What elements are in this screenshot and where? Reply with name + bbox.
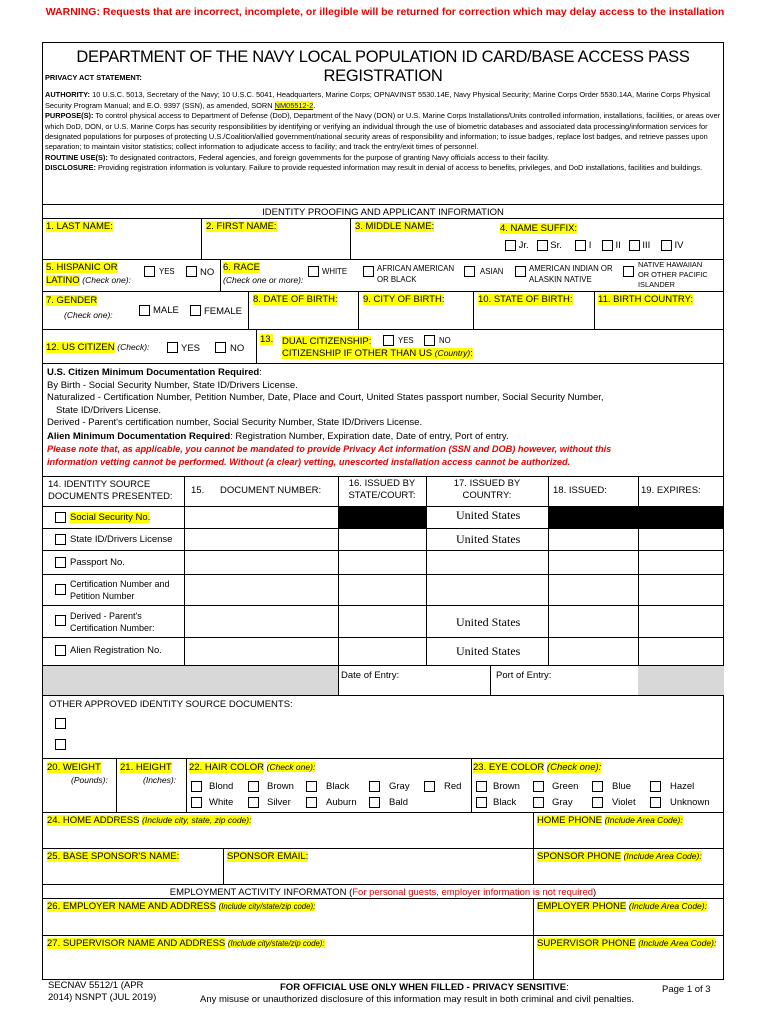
warning-banner: WARNING: Requests that are incorrect, incomplete, or illegible will be returned for correction which may delay access to the installation <box>45 6 725 18</box>
hair-red-checkbox[interactable] <box>424 781 435 792</box>
first-name-label: 2. FIRST NAME: <box>206 221 277 232</box>
hispanic-yes-checkbox[interactable] <box>144 266 155 277</box>
dual-citizenship-label: DUAL CITIZENSHIP: <box>282 336 372 347</box>
doc-row-state-id: State ID/Drivers License United States <box>43 528 723 550</box>
last-name-label: 1. LAST NAME: <box>46 221 113 232</box>
other-citizenship-label: CITIZENSHIP IF OTHER THAN US (Country): <box>282 348 473 359</box>
hair-silver-checkbox[interactable] <box>248 797 259 808</box>
identity-header-row <box>43 204 723 218</box>
suffix-jr-checkbox[interactable] <box>505 240 516 251</box>
documentation-requirements: U.S. Citizen Minimum Documentation Required: By Birth - Social Security Number, State ID/Drivers License. Naturalized - Certification Number, Petition Number, Date, Place and Court, United States passport number, Social Security Number, State ID/Drivers License. Derived - Parent's certification number, Social Security Number, State ID/Drivers License. Alien Minimum Documentation Required: Registration Number, Expiration date, Date of entry, Port of entry. Please note that, as applicable, you cannot be mandated to provide Privacy Act information (SSN and DOB) however, without this information vetting cannot be performed. Without (a clear) vetting, unescorted installation access cannot be authorized. <box>43 363 723 476</box>
other-doc-1-checkbox[interactable] <box>55 718 66 729</box>
us-citizen-yes-checkbox[interactable] <box>167 342 178 353</box>
hair-blond-checkbox[interactable] <box>191 781 202 792</box>
registration-form <box>42 42 724 980</box>
footer: SECNAV 5512/1 (APR 2014) NSNPT (JUL 2019) FOR OFFICIAL USE ONLY WHEN FILLED - PRIVACY SENSITIVE: Any misuse or unauthorized disclosure of this information may result in both criminal and civil penalties. Page 1 of 3 <box>48 980 711 1005</box>
eye-green-checkbox[interactable] <box>533 781 544 792</box>
doc-row-alien: Alien Registration No. United States <box>43 637 723 665</box>
hair-black-checkbox[interactable] <box>306 781 317 792</box>
race-native-hawaiian-checkbox[interactable] <box>623 266 634 277</box>
eye-black-checkbox[interactable] <box>476 797 487 808</box>
sorn-link[interactable]: NM05512-2 <box>274 100 314 110</box>
passport-checkbox[interactable] <box>55 557 66 568</box>
ethnicity-race-row: 5. HISPANIC OR LATINO (Check one): YES NO 6. RACE (Check one or more): WHITE AFRICAN AMERICAN OR BLACK ASIAN AMERICAN INDIAN OR ALASKIN NATIVE NATIVE HAWAIIAN OR OTHER PACIFIC ISLANDER <box>43 259 723 291</box>
state-id-checkbox[interactable] <box>55 534 66 545</box>
ssn-checkbox[interactable] <box>55 512 66 523</box>
gender-birth-row: 7. GENDER (Check one): MALE FEMALE 8. DATE OF BIRTH: 9. CITY OF BIRTH: 10. STATE OF BIRTH: 11. BIRTH COUNTRY: <box>43 291 723 329</box>
doc-row-certification: Certification Number and Petition Number <box>43 574 723 605</box>
supervisor-row: 27. SUPERVISOR NAME AND ADDRESS (Include city/state/zip code): SUPERVISOR PHONE (Include Area Code): <box>43 935 723 980</box>
dual-citizenship-no-checkbox[interactable] <box>424 335 435 346</box>
doc-row-passport: Passport No. <box>43 550 723 574</box>
city-of-birth-label: 9. CITY OF BIRTH: <box>363 294 445 305</box>
privacy-act-statement: PRIVACY ACT STATEMENT: AUTHORITY: 10 U.S.C. 5013, Secretary of the Navy; 10 U.S.C. 5041, Headquarters, Marine Corps; OPNAVINST 5530.14E, Navy Physical Security; Marine Corps Order 5530.14A, Marine Corps Physical Security Program Manual; and E.O. 9397 (SSN), as amended, SORN NM05512-2. PURPOSE(S): To control physical access to Department of Defense (DoD), Department of the Navy (DON) or U.S. Marine Corps Installations/Units controlled information, installations, facilities, or areas over which DoD, DON, or U.S. Marine Corps has security responsibilities by identifying or verifying an individual through the use of biometric databases and associated data processing/information services for designated populations for purposes of protecting U.S./Coalition/allied government/national security areas of responsibility and information; to issue badges, replace lost badges, and retrieve passes upon separation; to maintain visitor statistics; collect information to adjudicate access to facility; and track the entry/exit times of personnel. ROUTINE USE(S): To designated contractors, Federal agencies, and foreign governments for the purpose of granting Navy officials access to their facility. DISCLOSURE: Providing registration information is voluntary. Failure to provide requested information may result in denial of access to benefits, privileges, and DoD installations, facilities and buildings. <box>45 73 721 173</box>
identity-header: IDENTITY PROOFING AND APPLICANT INFORMATION <box>262 207 504 218</box>
alien-registration-checkbox[interactable] <box>55 645 66 656</box>
race-white-checkbox[interactable] <box>308 266 319 277</box>
other-docs-section: OTHER APPROVED IDENTITY SOURCE DOCUMENTS: <box>43 695 723 758</box>
us-citizen-no-checkbox[interactable] <box>215 342 226 353</box>
hair-gray-checkbox[interactable] <box>369 781 380 792</box>
race-asian-checkbox[interactable] <box>464 266 475 277</box>
doc-row-derived: Derived - Parent's Certification Number: United States <box>43 605 723 637</box>
gender-male-checkbox[interactable] <box>139 305 150 316</box>
name-suffix-label: 4. NAME SUFFIX: <box>500 223 578 234</box>
eye-unknown-checkbox[interactable] <box>650 797 661 808</box>
eye-blue-checkbox[interactable] <box>592 781 603 792</box>
birth-country-label: 11. BIRTH COUNTRY: <box>598 294 694 305</box>
physical-row: 20. WEIGHT (Pounds): 21. HEIGHT (Inches): 22. HAIR COLOR (Check one): 23. EYE COLOR (Check one): Blond Brown Black Gray Red White Silver Auburn Bald Brown Green Blue Hazel Black Gray Violet Unknown <box>43 758 723 812</box>
us-citizen-label: 12. US CITIZEN <box>46 342 115 353</box>
other-doc-2-checkbox[interactable] <box>55 739 66 750</box>
dual-citizenship-yes-checkbox[interactable] <box>383 335 394 346</box>
race-label: 6. RACE <box>223 262 260 273</box>
eye-brown-checkbox[interactable] <box>476 781 487 792</box>
certification-checkbox[interactable] <box>55 584 66 595</box>
suffix-iii-checkbox[interactable] <box>629 240 640 251</box>
dob-label: 8. DATE OF BIRTH: <box>253 294 338 305</box>
eye-violet-checkbox[interactable] <box>592 797 603 808</box>
race-african-american-checkbox[interactable] <box>363 266 374 277</box>
ssn-label: Social Security No. <box>70 512 151 523</box>
suffix-iv-checkbox[interactable] <box>661 240 672 251</box>
sponsor-row: 25. BASE SPONSOR'S NAME: SPONSOR EMAIL: SPONSOR PHONE (Include Area Code): <box>43 848 723 884</box>
gender-label: 7. GENDER <box>46 295 98 306</box>
race-american-indian-checkbox[interactable] <box>515 266 526 277</box>
hair-auburn-checkbox[interactable] <box>306 797 317 808</box>
names-row <box>43 218 723 259</box>
hair-bald-checkbox[interactable] <box>369 797 380 808</box>
derived-checkbox[interactable] <box>55 615 66 626</box>
citizenship-row: 12. US CITIZEN (Check): YES NO 13. DUAL CITIZENSHIP: YES NO CITIZENSHIP IF OTHER THAN US (Country): <box>43 329 723 363</box>
suffix-i-checkbox[interactable] <box>575 240 586 251</box>
doc-row-ssn: Social Security No. United States <box>43 506 723 528</box>
hispanic-label: 5. HISPANIC OR <box>46 262 118 273</box>
doc-table-header: 14. IDENTITY SOURCE DOCUMENTS PRESENTED: 15. DOCUMENT NUMBER: 16. ISSUED BY STATE/COURT: 17. ISSUED BY COUNTRY: 18. ISSUED: 19. EXPIRES: <box>43 476 723 506</box>
hair-white-checkbox[interactable] <box>191 797 202 808</box>
eye-gray-checkbox[interactable] <box>533 797 544 808</box>
suffix-ii-checkbox[interactable] <box>602 240 613 251</box>
eye-hazel-checkbox[interactable] <box>650 781 661 792</box>
form-title: DEPARTMENT OF THE NAVY LOCAL POPULATION ID CARD/BASE ACCESS PASS REGISTRATION <box>76 48 690 85</box>
suffix-options: Jr. Sr. I II III IV <box>505 240 684 251</box>
employer-row: 26. EMPLOYER NAME AND ADDRESS (Include city/state/zip code): EMPLOYER PHONE (Include Area Code): <box>43 898 723 935</box>
home-address-row: 24. HOME ADDRESS (Include city, state, zip code): HOME PHONE (Include Area Code): <box>43 812 723 848</box>
hispanic-no-checkbox[interactable] <box>186 266 197 277</box>
state-of-birth-label: 10. STATE OF BIRTH: <box>478 294 573 305</box>
gender-female-checkbox[interactable] <box>190 305 201 316</box>
hair-brown-checkbox[interactable] <box>248 781 259 792</box>
middle-name-label: 3. MIDDLE NAME: <box>355 221 435 232</box>
employment-header-row: EMPLOYMENT ACTIVITY INFORMATON (For personal guests, employer information is not required) <box>43 884 723 898</box>
entry-row: Date of Entry: Port of Entry: <box>43 665 723 695</box>
suffix-sr-checkbox[interactable] <box>537 240 548 251</box>
